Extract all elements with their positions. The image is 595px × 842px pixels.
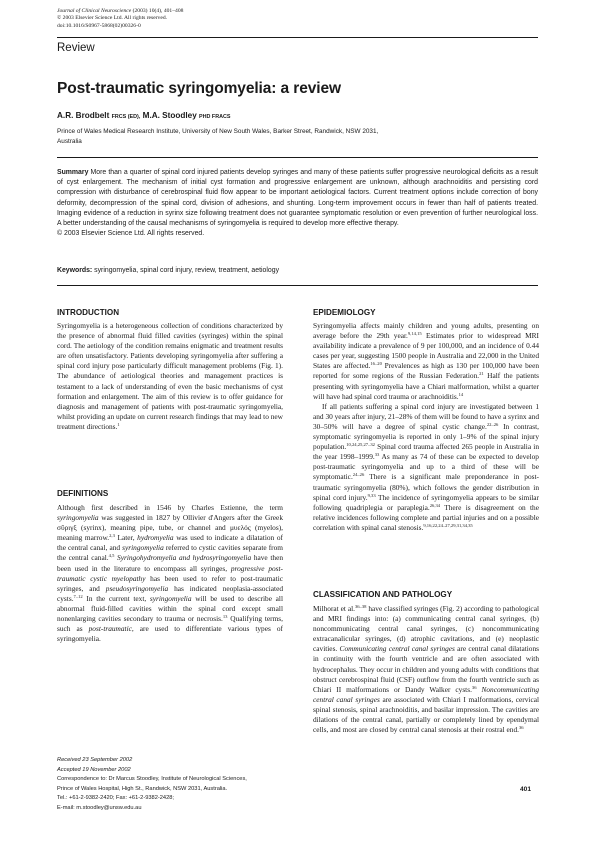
correspondence-line-2: Prince of Wales Hospital, High St., Randwick, NSW 2031, Australia. xyxy=(57,785,228,792)
epidemiology-text: In contrast, symptomatic syringomyelia is reported in only 1–9% of the spinal injury population. xyxy=(313,421,540,452)
epidemiology-text: Spinal cord trauma affected 265 people in Australia in the year 1998–1999. xyxy=(313,442,539,462)
epidemiology-paragraph-2 xyxy=(313,402,539,533)
epidemiology-text: Half the patients presenting with syringomyelia have a Chiari malformation, whilst a quarter will have had spinal cord trauma or arachnoiditis. xyxy=(313,371,540,401)
header-rule xyxy=(57,37,538,38)
citation-ref[interactable]: 36–38 xyxy=(354,604,367,609)
author-1-degree: FRCS (ED), xyxy=(111,114,141,120)
introduction-paragraph xyxy=(57,321,283,432)
classification-text: have classified syringes (Fig. 2) according to pathological and MRI findings into: (a) communicating central canal syringes, (b) noncommunicating central canal syringes, (c) noncommunicating extracanalicular syringes, (d) atrophic cavitations, and (e) neoplastic cavities. xyxy=(313,604,539,654)
epidemiology-text: As many as 74 of these can be expected to develop post-traumatic syringomyelia and up to a third of these will be symptomatic. xyxy=(313,452,539,482)
citation-ref[interactable]: 9,33 xyxy=(367,492,376,498)
definitions-text: was used to indicate a dilatation of the central canal, and xyxy=(57,533,283,553)
introduction-heading: INTRODUCTION xyxy=(57,308,120,317)
author-1: A.R. Brodbelt xyxy=(57,111,110,120)
introduction-body xyxy=(57,321,283,432)
definitions-term: syringomyelia xyxy=(122,543,164,553)
definitions-body xyxy=(57,503,283,644)
citation-ref[interactable]: 14 xyxy=(458,391,464,397)
affiliation xyxy=(57,127,527,147)
definitions-term: hydromyelia xyxy=(137,533,174,543)
classification-term: Noncommunicating central canal syringes xyxy=(313,684,540,704)
author-2: M.A. Stoodley xyxy=(142,111,197,120)
accepted-date: Accepted 19 November 2002 xyxy=(57,766,131,773)
citation-ref[interactable]: 36 xyxy=(518,725,524,731)
epidemiology-text: Prevalences as high as 130 per 100,000 have been reported for some regions of the Russian Federation. xyxy=(313,361,539,381)
classification-heading: CLASSIFICATION AND PATHOLOGY xyxy=(313,590,453,599)
citation-ref[interactable]: 13 xyxy=(222,614,228,620)
classification-paragraph xyxy=(313,604,539,735)
definitions-text: will be used to describe all abnormal fluid-filled cavities within the spinal cord except small nonenlarging cavities secondary to trauma or necrosis. xyxy=(57,593,283,624)
abstract-top-rule xyxy=(57,157,538,158)
definitions-text: has been used to refer to post-traumatic syringes, and xyxy=(57,573,284,593)
citation-ref[interactable]: 10,24,25,27–32 xyxy=(346,442,375,448)
definitions-text: , are used to differentiate various types of syringomyelia. xyxy=(57,624,283,644)
definitions-term: Syringohydromyelia and hydrosyringomyelia xyxy=(117,553,252,563)
definitions-text: was suggested in 1827 by Ollivier d'Angers after the Greek σῦριγξ (syrinx), meaning pipe, tube, or channel and μυελός (myelos), meaning marrow. xyxy=(57,513,283,543)
abstract-bottom-rule xyxy=(57,285,538,286)
epidemiology-heading: EPIDEMIOLOGY xyxy=(313,308,376,317)
citation-ref[interactable]: 4,5 xyxy=(108,553,115,559)
definitions-term: syringomyelia xyxy=(149,593,192,603)
definitions-text: has indicated neoplasia-associated cysts. xyxy=(57,583,283,603)
abstract-text: More than a quarter of spinal cord injured patients develop syringes and many of these patients suffer progressive neurological deficits as a result of cyst enlargement. The mechanism of initial cyst formation and progressive enlargement are unknown, although arachnoiditis and persisting cord compression with disturbance of cerebrospinal fluid flow appear to be important aetiological factors. Current treatment options include correction of bony deformity, decompression of the spinal cord, division of adhesions, and shunting. Long-term improvement occurs in fewer than half of patients treated. Imaging evidence of a reduction in syrinx size following treatment does not guarantee symptomatic resolution or even prevention of further neurological loss. A better understanding of the causal mechanisms of syringomyelia is required to develop more effective therapy. xyxy=(57,169,538,228)
authors xyxy=(57,111,231,120)
article-title: Post-traumatic syringomyelia: a review xyxy=(57,80,341,97)
epidemiology-paragraph-1 xyxy=(313,321,539,402)
definitions-term: pseudosyringomyelia xyxy=(105,583,169,593)
correspondence-line-1: Correspondence to: Dr Marcus Stoodley, Institute of Neurological Sciences, xyxy=(57,776,247,783)
definitions-text: referred to cystic cavities separate from the central canal. xyxy=(57,543,283,563)
journal-volume: (2003) 10(4), 401–408 xyxy=(131,8,184,14)
page-number: 401 xyxy=(520,786,532,793)
epidemiology-text: Syringomyelia affects mainly children and young adults, presenting on average before the 29th year. xyxy=(313,321,539,341)
journal-doi[interactable]: doi:10.1016/S0967-5868(02)00326-0 xyxy=(57,22,141,29)
epidemiology-body xyxy=(313,321,539,533)
definitions-text: Although first described in 1546 by Charles Estienne, the term xyxy=(57,503,283,512)
epidemiology-text: Estimates prior to widespread MRI availability indicate a prevalence of 9 per 100,000, and an incidence of 0.44 cases per year, suggesting 1500 people in Australia and 22,000 in the United States are affected. xyxy=(313,331,539,371)
definitions-heading: DEFINITIONS xyxy=(57,489,109,498)
citation-ref[interactable]: 9,14,15 xyxy=(407,331,422,337)
classification-text: are central canal dilatations in continuity with the fourth ventricle and are often associated with hydrocephalus. They occur in children and young adults with conditions that obstruct cerebrospinal fluid (CSF) outflow from the fourth ventricle such as Chiari II malformations or Dandy Walker cysts. xyxy=(313,644,539,694)
epidemiology-text: The incidence of syringomyelia appears to be similar following quadriplegia or paraplegia. xyxy=(313,492,539,512)
keywords xyxy=(57,267,538,274)
author-2-degree: PHD FRACS xyxy=(199,114,231,120)
definitions-text: Later, xyxy=(114,533,138,543)
abstract xyxy=(57,168,538,239)
abstract-copyright: © 2003 Elsevier Science Ltd. All rights reserved. xyxy=(57,230,205,238)
affiliation-line-2: Australia xyxy=(57,138,82,146)
affiliation-line-1: Prince of Wales Medical Research Institute, University of New South Wales, Barker Street, Randwick, NSW 2031, xyxy=(57,128,379,135)
definitions-term: post-traumatic xyxy=(88,624,132,634)
definitions-text: Qualifying terms, such as xyxy=(57,614,283,634)
epidemiology-text: There is disagreement on the relative incidences following complete and partial injuries and on a possible correlation with spinal canal stenosis. xyxy=(313,502,539,532)
keywords-list: syringomyelia, spinal cord injury, review, treatment, aetiology xyxy=(94,267,280,274)
citation-ref[interactable]: 9,16,22,24–27,29,31,34,35 xyxy=(423,522,473,528)
article-footnote xyxy=(57,756,297,814)
epidemiology-text: There is a significant male preponderance in post-traumatic syringomyelia (80%), which follows the gender distribution in spinal cord injury. xyxy=(313,472,539,502)
received-date: Received 23 September 2002 xyxy=(57,757,133,763)
journal-copyright: © 2003 Elsevier Science Ltd. All rights reserved. xyxy=(57,15,168,22)
classification-body xyxy=(313,604,539,735)
correspondence-line-3: Tel.: +61-2-9382-2420; Fax: +61-2-9382-2428; xyxy=(57,795,174,802)
citation-ref[interactable]: 16–20 xyxy=(370,361,382,367)
section-label: Review xyxy=(57,42,95,54)
classification-text: are associated with Chiari I malformations, cervical spinal stenosis, spinal arachnoiditis, and basilar impression. The cavities are dilations of the central canal, partially or completely lined by ependymal cells, and most are closed by central canal stenosis at their rostral end. xyxy=(313,694,540,735)
journal-header xyxy=(57,8,183,30)
citation-ref[interactable]: 33 xyxy=(374,452,380,458)
epidemiology-text: If all patients suffering a spinal cord injury are investigated between 1 and 30 years after injury, 21–28% of them will be found to have a syrinx and 30–50% will have a degree of spinal cystic change. xyxy=(313,401,539,431)
keywords-label: Keywords: xyxy=(57,267,93,274)
citation-ref[interactable]: 1 xyxy=(117,421,120,427)
introduction-text: Syringomyelia is a heterogeneous collection of conditions characterized by the presence of abnormal fluid filled cavities (syringes) within the spinal cord. The aetiology of the condition remains enigmatic and treatment results are often unsatisfactory. Patients developing syringomyelia after suffering a spinal cord injury pose particularly difficult management problems (Fig. 1). The abundance of aetiological theories and management practices is testament to a lack of understanding of even the basic mechanisms of cyst formation and enlargement. The aim of this review is to offer guidance for diagnosis and management of patients with post-traumatic syringomyelia, whilst providing an update on current research findings that may lead to new treatment directions. xyxy=(57,321,283,431)
citation-ref[interactable]: 24–26 xyxy=(352,472,365,478)
citation-ref[interactable]: 22–26 xyxy=(486,421,499,427)
citation-ref[interactable]: 26,34 xyxy=(429,502,441,508)
definitions-text: have then been used in the literature to encompass all syringes, xyxy=(57,553,283,573)
abstract-label: Summary xyxy=(57,169,89,176)
citation-ref[interactable]: 21 xyxy=(479,371,484,377)
journal-title: Journal of Clinical Neuroscience xyxy=(57,8,132,14)
definitions-text: In the current text, xyxy=(82,593,150,603)
definitions-paragraph xyxy=(57,503,283,644)
citation-ref[interactable]: 36 xyxy=(471,684,477,690)
definitions-term: progressive post-traumatic cystic myelopathy xyxy=(57,563,284,583)
definitions-term: syringomyelia xyxy=(57,513,99,523)
citation-ref[interactable]: 7–12 xyxy=(73,593,83,599)
correspondence-email[interactable]: E-mail: m.stoodley@unsw.edu.au xyxy=(57,804,142,811)
classification-term: Communicating central canal syringes xyxy=(339,644,455,654)
classification-text: Milhorat et al. xyxy=(313,604,355,613)
citation-ref[interactable]: 2,3 xyxy=(109,533,115,539)
